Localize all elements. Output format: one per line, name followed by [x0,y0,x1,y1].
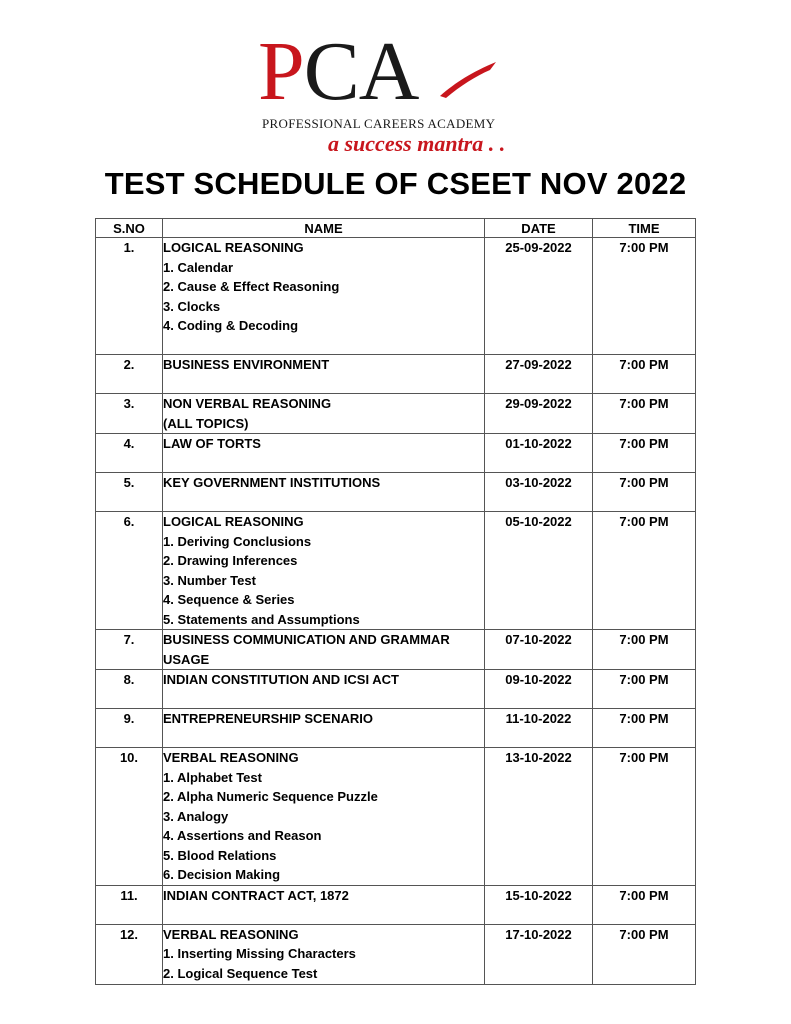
row-name [163,355,485,394]
header-date: DATE [485,219,593,238]
row-name [163,670,485,709]
table-row [96,238,696,355]
row-date: 09-10-2022 [485,670,593,709]
subject-title: KEY GOVERNMENT INSTITUTIONS [163,475,381,490]
row-date: 01-10-2022 [485,434,593,473]
row-name [163,630,485,670]
row-date: 11-10-2022 [485,709,593,748]
topic-item: 3. Analogy [163,808,229,824]
schedule-body [96,238,696,985]
subject-title: BUSINESS COMMUNICATION AND GRAMMAR [163,632,450,647]
row-sno: 6. [96,512,163,630]
topic-item: 1. Deriving Conclusions [163,533,312,549]
row-time: 7:00 PM [593,630,696,670]
row-date: 03-10-2022 [485,473,593,512]
topic-item: 2. Logical Sequence Test [163,965,318,981]
row-date: 07-10-2022 [485,630,593,670]
topic-item: 4. Coding & Decoding [163,318,299,333]
row-name [163,885,485,924]
row-time: 7:00 PM [593,473,696,512]
row-date: 13-10-2022 [485,748,593,886]
academy-logo [258,25,558,161]
row-time: 7:00 PM [593,709,696,748]
topic-item: 2. Cause & Effect Reasoning [163,279,340,294]
topic-item: 3. Number Test [163,572,256,588]
row-name [163,924,485,984]
row-time: 7:00 PM [593,512,696,630]
row-sno: 1. [96,238,163,355]
table-row [96,355,696,394]
topic-item: (ALL TOPICS) [163,415,249,431]
table-row [96,709,696,748]
row-date: 15-10-2022 [485,885,593,924]
topic-item: 2. Drawing Inferences [163,553,298,568]
topic-item: 4. Sequence & Series [163,592,295,607]
row-time: 7:00 PM [593,924,696,984]
row-sno: 4. [96,434,163,473]
logo-letter-a: A [358,25,419,118]
row-sno: 7. [96,630,163,670]
subject-title: ENTREPRENEURSHIP SCENARIO [163,711,373,726]
row-date: 25-09-2022 [485,238,593,355]
subject-title: NON VERBAL REASONING [163,396,332,411]
row-time: 7:00 PM [593,394,696,434]
topic-item: 1. Calendar [163,259,234,275]
row-name [163,709,485,748]
table-row [96,885,696,924]
table-row [96,924,696,984]
topic-item: 3. Clocks [163,298,221,314]
subject-title: LOGICAL REASONING [163,514,304,529]
academy-tagline: a success mantra . . [328,131,506,156]
row-sno: 10. [96,748,163,886]
row-time: 7:00 PM [593,434,696,473]
logo-letter-p: P [258,25,304,118]
table-row [96,473,696,512]
topic-item: 2. Alpha Numeric Sequence Puzzle [163,789,378,804]
table-row [96,670,696,709]
row-time: 7:00 PM [593,885,696,924]
row-time: 7:00 PM [593,238,696,355]
row-sno: 8. [96,670,163,709]
logo-letter-c: C [303,25,359,118]
table-row [96,630,696,670]
row-date: 17-10-2022 [485,924,593,984]
table-row [96,748,696,886]
row-date: 29-09-2022 [485,394,593,434]
topic-item: USAGE [163,651,210,667]
subject-title: LAW OF TORTS [163,436,261,451]
row-time: 7:00 PM [593,670,696,709]
topic-item: 4. Assertions and Reason [163,828,322,843]
logo-swoosh-icon [438,52,498,100]
subject-title: VERBAL REASONING [163,926,299,942]
row-date: 27-09-2022 [485,355,593,394]
subject-title: VERBAL REASONING [163,750,299,765]
topic-item: 6. Decision Making [163,867,281,882]
row-name [163,394,485,434]
row-name [163,748,485,886]
subject-title: LOGICAL REASONING [163,240,304,255]
subject-title: INDIAN CONTRACT ACT, 1872 [163,887,349,903]
row-sno: 2. [96,355,163,394]
header-time: TIME [593,219,696,238]
academy-name: PROFESSIONAL CAREERS ACADEMY [262,116,496,131]
row-time: 7:00 PM [593,748,696,886]
row-name [163,512,485,630]
row-sno: 9. [96,709,163,748]
table-row [96,394,696,434]
row-sno: 5. [96,473,163,512]
header-name: NAME [163,219,485,238]
table-row [96,434,696,473]
row-name [163,434,485,473]
topic-item: 5. Blood Relations [163,847,277,863]
row-time: 7:00 PM [593,355,696,394]
topic-item: 1. Alphabet Test [163,769,262,785]
row-name [163,238,485,355]
topic-item: 5. Statements and Assumptions [163,611,360,627]
subject-title: BUSINESS ENVIRONMENT [163,357,330,372]
page-title: TEST SCHEDULE OF CSEET NOV 2022 [104,166,687,201]
row-name [163,473,485,512]
subject-title: INDIAN CONSTITUTION AND ICSI ACT [163,672,399,687]
table-row [96,512,696,630]
schedule-table [95,218,696,985]
row-date: 05-10-2022 [485,512,593,630]
topic-item: 1. Inserting Missing Characters [163,946,356,961]
row-sno: 11. [96,885,163,924]
row-sno: 12. [96,924,163,984]
table-header-row [96,219,696,238]
row-sno: 3. [96,394,163,434]
header-sno: S.NO [96,219,163,238]
logo-letters [258,25,419,118]
